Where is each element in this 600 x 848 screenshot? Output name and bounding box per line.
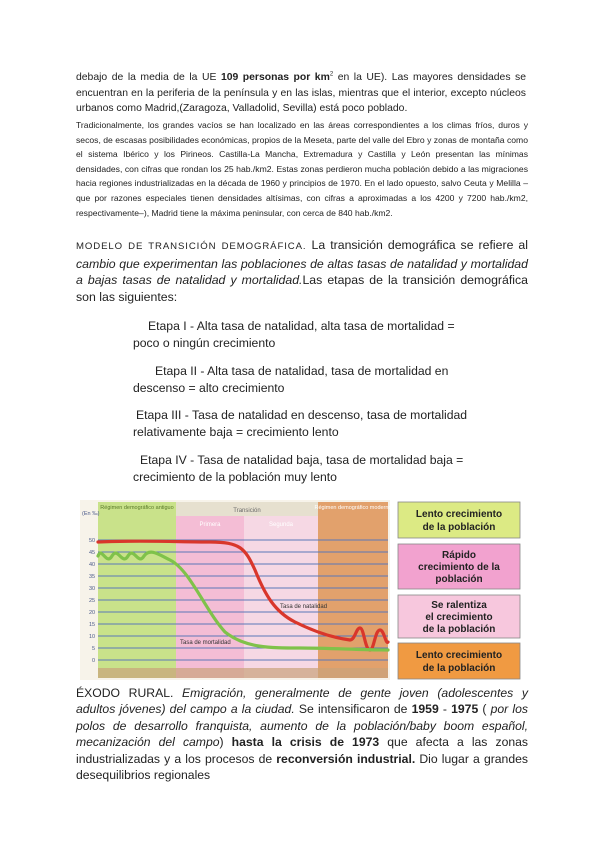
density-figure: 109 personas por km [220, 72, 330, 83]
phase-label-moderno: Régimen demográfico moderno [314, 505, 392, 511]
birth-rate-label: Tasa de natalidad [280, 604, 328, 610]
stage-line: Etapa IV - Tasa de natalidad baja, tasa de mortalidad baja = [140, 453, 464, 467]
year-end: 1975 [451, 702, 479, 717]
text-run: ( [478, 702, 491, 717]
result-box-3-line-1: Se ralentiza [431, 600, 487, 611]
stage-line: relativamente baja = crecimiento lento [133, 424, 339, 439]
year-start: 1959 [411, 702, 439, 717]
stage-line: Etapa I - Alta tasa de natalidad, alta tasa de mortalidad = [148, 319, 455, 333]
result-box-2-line-2: crecimiento de la [418, 562, 500, 573]
section-heading: MODELO DE TRANSICIÓN DEMOGRÁFICA. [76, 241, 307, 252]
stage-line: crecimiento de la población muy lento [133, 469, 337, 484]
y-tick: 5 [92, 646, 96, 652]
y-tick: 0 [92, 658, 96, 664]
y-tick: 30 [89, 586, 96, 592]
stage-line: poco o ningún crecimiento [133, 335, 276, 350]
paragraph-rural-exodus [76, 685, 528, 783]
result-box-2-line-3: población [435, 574, 483, 585]
result-box-2-line-1: Rápido [442, 550, 476, 561]
y-tick: 15 [89, 622, 96, 628]
stage-item-3 [133, 407, 468, 441]
result-box-1-line-1: Lento crecimiento [415, 509, 503, 520]
y-tick: 45 [89, 550, 96, 556]
demographic-transition-figure [80, 500, 522, 680]
text-run: - [438, 702, 452, 717]
y-tick: 50 [89, 538, 96, 544]
phase-label-transicion: Transición [233, 508, 261, 514]
y-tick: 20 [89, 610, 96, 616]
causes-text: por los polos de desarrollo franquista, aumento de la población/baby boom español, mecanización del campo [76, 702, 528, 750]
stage-item-4 [133, 452, 464, 486]
text-run: que afecta a las zonas industrializadas y a los procesos de [76, 735, 528, 766]
paragraph-empty-areas: Tradicionalmente, los grandes vacíos se han localizado en las áreas correspondientes a los climas fríos, duros y secos, de escasas posibilidades económicas, propios de la Meseta, parte del valle del Ebro y zonas de montaña como el sistema Ibérico y los Pirineos. Castilla-La Mancha, Extremadura y Castilla y León presentan las mínimas densidades, con cifras que rondan los 25 hab./km2. Estas zonas perdieron mucha población debido a las migraciones hacia regiones industrializadas en la década de 1960 y principios de 1970. En el lado opuesto, salvo Ceuta y Melilla –que por razones especiales tienen densidades altísimas, con cifras a aproximadas a los 4200 y 7200 hab./km2, respectivamente–), Madrid tiene la máxima peninsular, con cerca de 840 hab./km2. [76, 120, 528, 218]
text-run: La transición demográfica se refiere al [306, 238, 529, 252]
definition-text: cambio que experimentan las poblaciones de altas tasas de natalidad y mortalidad a bajas tasas de natalidad y mortalidad. [76, 256, 528, 288]
crisis-text: hasta la crisis de 1973 [231, 735, 380, 750]
death-rate-label: Tasa de mortalidad [180, 640, 231, 646]
result-box-1-line-2: de la población [422, 522, 496, 533]
phase-band-moderno [318, 502, 388, 678]
stage-line: Etapa III - Tasa de natalidad en descenso, tasa de mortalidad [136, 408, 468, 422]
stage-item-2 [133, 363, 449, 397]
photo-strip [98, 668, 388, 678]
reconversion-text: reconversión industrial. [276, 751, 416, 766]
stage-line: Etapa II - Alta tasa de natalidad, tasa de mortalidad en [155, 364, 449, 378]
section-heading: ÉXODO RURAL. [76, 686, 183, 700]
text-run: Se intensificaron de [294, 702, 412, 717]
y-tick: 40 [89, 562, 96, 568]
phase-label-segunda: Segunda [268, 522, 294, 528]
stage-item-1 [133, 318, 455, 352]
result-box-4-line-1: Lento crecimiento [415, 650, 503, 661]
stage-line: descenso = alto crecimiento [133, 380, 285, 395]
paragraph-density [76, 70, 526, 117]
definition-text: Emigración, generalmente de gente joven (adolescentes y adultos jóvenes) del campo a la ciudad. [76, 686, 528, 717]
text-run: debajo de la media de la UE [76, 72, 221, 83]
paragraph-demographic-transition [76, 237, 528, 305]
superscript: 2 [329, 71, 334, 78]
phase-label-primera: Primera [199, 522, 221, 528]
result-box-4-line-2: de la población [422, 663, 496, 674]
phase-band-antiguo [98, 502, 176, 678]
phase-label-antiguo: Régimen demográfico antiguo [100, 505, 174, 511]
text-run: Las etapas de la transición demográfica son las siguientes: [76, 273, 528, 304]
y-tick: 35 [89, 574, 96, 580]
text-run: ) [219, 735, 232, 750]
y-tick: 25 [89, 598, 96, 604]
y-tick: 10 [89, 634, 96, 640]
axis-unit-label: (En ‰) [82, 511, 100, 517]
result-box-3-line-3: de la población [422, 624, 496, 635]
text-run: Dio lugar a grandes desequilibrios regionales [76, 751, 528, 783]
text-run: en la UE). Las mayores densidades se encuentran en la periferia de la península y en las islas, mientras que el interior, excepto núcleos urbanos como Madrid,(Zaragoza, Valladolid, Sevilla) está poco poblado. [76, 72, 527, 115]
result-box-3-line-2: el crecimiento [425, 612, 493, 623]
